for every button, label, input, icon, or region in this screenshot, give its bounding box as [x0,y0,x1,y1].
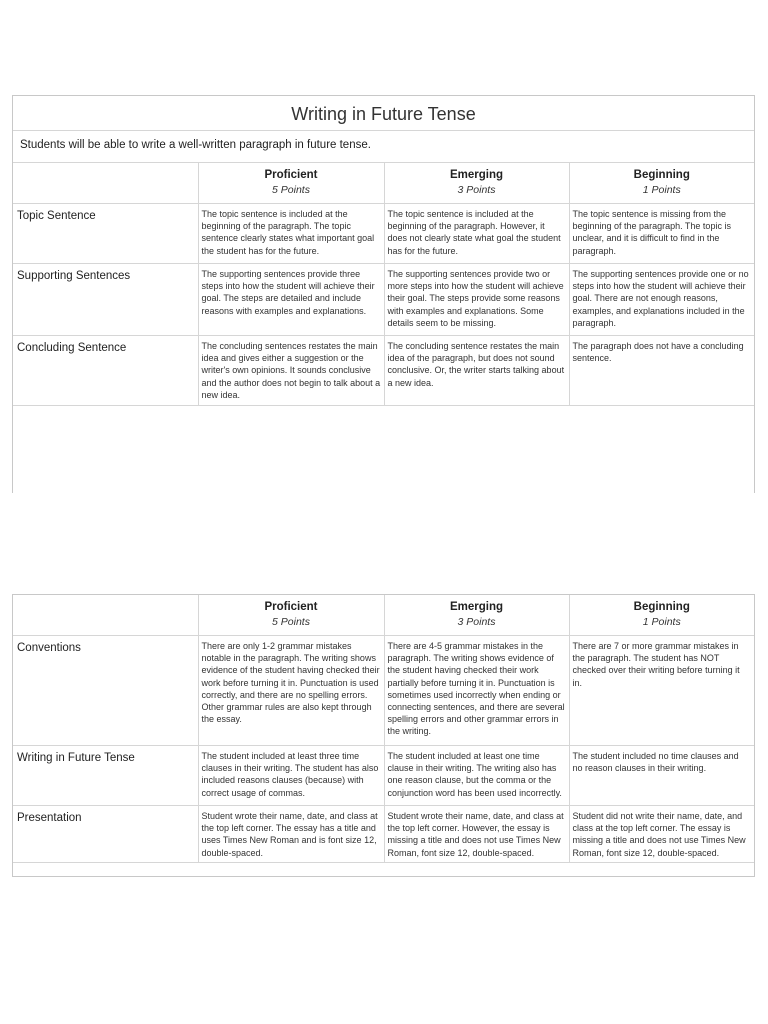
level-points: 1 Points [642,616,681,628]
level-header-proficient [198,595,384,636]
rubric-page-1 [12,95,755,493]
rubric-table-2 [13,595,754,863]
descriptor-proficient: The student included at least three time clauses in their writing. The student has also included reasons clauses (because) with correct usage of commas. [198,746,384,806]
descriptor-emerging: The topic sentence is included at the beginning of the paragraph. However, it does not clearly state what goal the student has for the future. [384,204,569,264]
criterion-row-writing-in-future-tense [13,746,754,806]
level-header-proficient [198,163,384,204]
descriptor-beginning: Student did not write their name, date, and class at the top left corner. The essay is missing a title and does not use Times New Roman, font size 12, double-spaced. [569,806,754,863]
descriptor-beginning: The supporting sentences provide one or no steps into how the student will achieve their goal. There are not enough reasons, examples, and explanations included in the paragraph. [569,264,754,336]
criterion-name: Supporting Sentences [13,264,198,336]
descriptor-proficient: The supporting sentences provide three steps into how the student will achieve their goal. The steps are detailed and include reasons with examples and explanations. [198,264,384,336]
level-header-emerging [384,595,569,636]
level-points: 5 Points [272,616,310,628]
page-title: Writing in Future Tense [13,98,754,131]
objective-text: Students will be able to write a well-written paragraph in future tense. [13,131,754,163]
level-name: Beginning [633,169,690,181]
descriptor-proficient: The topic sentence is included at the beginning of the paragraph. The topic sentence clearly states what important goal the student has for the future. [198,204,384,264]
descriptor-emerging: The concluding sentence restates the main idea of the paragraph, but does not sound conclusive. Or, the writer starts talking about a new idea. [384,336,569,406]
descriptor-beginning: The topic sentence is missing from the beginning of the paragraph. The topic is unclear, and it is difficult to find in the paragraph. [569,204,754,264]
descriptor-beginning: There are 7 or more grammar mistakes in the paragraph. The student has NOT checked over their writing before turning it in. [569,636,754,746]
descriptor-emerging: Student wrote their name, date, and class at the top left corner. However, the essay is missing a title and does not use Times New Roman, font size 12, double-spaced. [384,806,569,863]
descriptor-emerging: The supporting sentences provide two or more steps into how the student will achieve their goal. The steps provide some reasons with examples and explanations. Some details seem to be missing. [384,264,569,336]
criterion-row-presentation [13,806,754,863]
criteria-header-cell [13,595,198,636]
criterion-name: Conventions [13,636,198,746]
level-points: 3 Points [457,184,496,196]
descriptor-emerging: There are 4-5 grammar mistakes in the paragraph. The writing shows evidence of the student having checked their work partially before turning it in. Punctuation is sometimes used incorrectly when ending or connecting sentences, and there are several spelling errors and other grammar errors in the writing. [384,636,569,746]
criterion-row-topic-sentence [13,204,754,264]
criterion-row-supporting-sentences [13,264,754,336]
level-name: Proficient [264,601,318,613]
level-name: Beginning [633,601,690,613]
level-header-emerging [384,163,569,204]
rubric-table-1 [13,163,754,406]
descriptor-beginning: The student included no time clauses and no reason clauses in their writing. [569,746,754,806]
level-name: Emerging [449,601,504,613]
level-points: 3 Points [457,616,496,628]
level-header-beginning [569,163,754,204]
descriptor-emerging: The student included at least one time clause in their writing. The writing also has one reason clause, but the comma or the conjunction word has been used incorrectly. [384,746,569,806]
descriptor-beginning: The paragraph does not have a concluding sentence. [569,336,754,406]
rubric-page-2 [12,594,755,877]
criterion-row-conventions [13,636,754,746]
descriptor-proficient: There are only 1-2 grammar mistakes notable in the paragraph. The writing shows evidence of the student having checked their work before turning it in. Punctuation is used correctly, and there are no spelling errors. Other grammar rules are also kept through the essay. [198,636,384,746]
descriptor-proficient: Student wrote their name, date, and class at the top left corner. The essay has a title and uses Times New Roman and is font size 12, double-spaced. [198,806,384,863]
level-points: 5 Points [272,184,310,196]
descriptor-proficient: The concluding sentences restates the main idea and gives either a suggestion or the writer's own opinions. It sounds conclusive and the author does not begin to talk about a new idea. [198,336,384,406]
level-name: Emerging [449,169,504,181]
level-header-row [13,595,754,636]
level-header-row [13,163,754,204]
criterion-name: Presentation [13,806,198,863]
level-name: Proficient [264,169,318,181]
level-header-beginning [569,595,754,636]
criterion-name: Writing in Future Tense [13,746,198,806]
level-points: 1 Points [642,184,681,196]
criterion-row-concluding-sentence [13,336,754,406]
criterion-name: Concluding Sentence [13,336,198,406]
criterion-name: Topic Sentence [13,204,198,264]
criteria-header-cell [13,163,198,204]
